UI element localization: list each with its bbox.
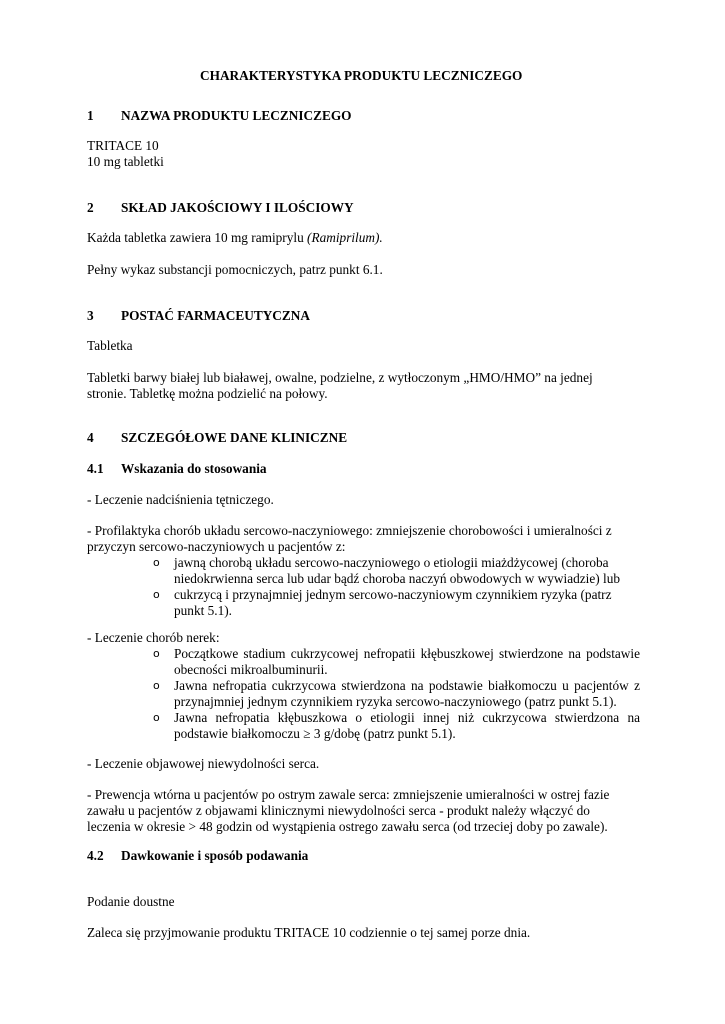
kidney-bullet-1-line-2: obecności mikroalbuminurii. (174, 662, 328, 677)
indication-secondary-prevention-line-2: zawału u pacjentów z objawami klinicznymi niewydolności serca - produkt należy włączyć do (87, 803, 590, 818)
kidney-bullet-2-line-2: przynajmniej jednym czynnikiem ryzyka sercowo-naczyniowego (patrz punkt 5.1). (174, 694, 617, 709)
indication-secondary-prevention-line-3: leczenia w okresie > 48 godzin od wystąpienia ostrego zawału serca (od trzeciej doby po zawale). (87, 819, 608, 834)
administration-route: Podanie doustne (87, 894, 175, 909)
indication-heart-failure: - Leczenie objawowej niewydolności serca. (87, 756, 320, 771)
section-2-heading: SKŁAD JAKOŚCIOWY I ILOŚCIOWY (121, 200, 354, 215)
section-3-heading: POSTAĆ FARMACEUTYCZNA (121, 308, 310, 323)
cv-bullet-2-line-1: cukrzycą i przynajmniej jednym sercowo-naczyniowym czynnikiem ryzyka (patrz (174, 587, 612, 602)
indication-cv-prevention-line-1: - Profilaktyka chorób układu sercowo-naczyniowego: zmniejszenie chorobowości i umieralności z (87, 523, 612, 538)
section-4-1-heading: Wskazania do stosowania (121, 461, 267, 476)
kidney-bullet-1-line-1: Początkowe stadium cukrzycowej nefropatii kłębuszkowej stwierdzone na podstawie (174, 646, 640, 661)
kidney-bullet-3-line-2: podstawie białkomoczu ≥ 3 g/dobę (patrz punkt 5.1). (174, 726, 456, 741)
section-4-number: 4 (87, 430, 94, 445)
cv-bullet-1-line-1: jawną chorobą układu sercowo-naczyniowego o etiologii miażdżycowej (choroba (174, 555, 609, 570)
composition-text (87, 230, 383, 246)
form-description-line-1: Tabletki barwy białej lub białawej, owalne, podzielne, z wytłoczonym „HMO/HMO” na jednej (87, 370, 593, 385)
excipients-text: Pełny wykaz substancji pomocniczych, patrz punkt 6.1. (87, 262, 383, 277)
document-title: CHARAKTERYSTYKA PRODUKTU LECZNICZEGO (200, 68, 523, 83)
cv-bullet-1-line-2: niedokrwienna serca lub udar bądź choroba naczyń obwodowych w wywiadzie) lub (174, 571, 621, 586)
product-name: TRITACE 10 (87, 138, 159, 153)
form-text: Tabletka (87, 338, 133, 353)
cv-bullet-2-line-2: punkt 5.1). (174, 603, 232, 618)
bullet-marker: o (153, 647, 160, 660)
section-4-2-heading: Dawkowanie i sposób podawania (121, 848, 309, 863)
kidney-bullet-3-line-1: Jawna nefropatia kłębuszkowa o etiologii innej niż cukrzycowa stwierdzona na (174, 710, 640, 725)
product-form: 10 mg tabletki (87, 154, 164, 169)
section-4-heading: SZCZEGÓŁOWE DANE KLINICZNE (121, 430, 348, 445)
composition-latin-name: (Ramiprilum). (307, 230, 383, 245)
section-1-number: 1 (87, 108, 94, 123)
indication-kidney: - Leczenie chorób nerek: (87, 630, 220, 645)
indication-secondary-prevention-line-1: - Prewencja wtórna u pacjentów po ostrym zawale serca: zmniejszenie umieralności w ostrej fazie (87, 787, 610, 802)
bullet-marker: o (153, 679, 160, 692)
section-2-number: 2 (87, 200, 94, 215)
indication-hypertension: - Leczenie nadciśnienia tętniczego. (87, 492, 274, 507)
section-3-number: 3 (87, 308, 94, 323)
bullet-marker: o (153, 556, 160, 569)
administration-advice: Zaleca się przyjmowanie produktu TRITACE 10 codziennie o tej samej porze dnia. (87, 925, 531, 940)
form-description-line-2: stronie. Tabletkę można podzielić na połowy. (87, 386, 328, 401)
kidney-bullet-2-line-1: Jawna nefropatia cukrzycowa stwierdzona na podstawie białkomoczu u pacjentów z (174, 678, 640, 693)
bullet-marker: o (153, 588, 160, 601)
section-1-heading: NAZWA PRODUKTU LECZNICZEGO (121, 108, 352, 123)
composition-main: Każda tabletka zawiera 10 mg ramiprylu (87, 230, 308, 245)
bullet-marker: o (153, 711, 160, 724)
section-4-2-number: 4.2 (87, 848, 104, 863)
section-4-1-number: 4.1 (87, 461, 104, 476)
indication-cv-prevention-line-2: przyczyn sercowo-naczyniowych u pacjentów z: (87, 539, 346, 554)
